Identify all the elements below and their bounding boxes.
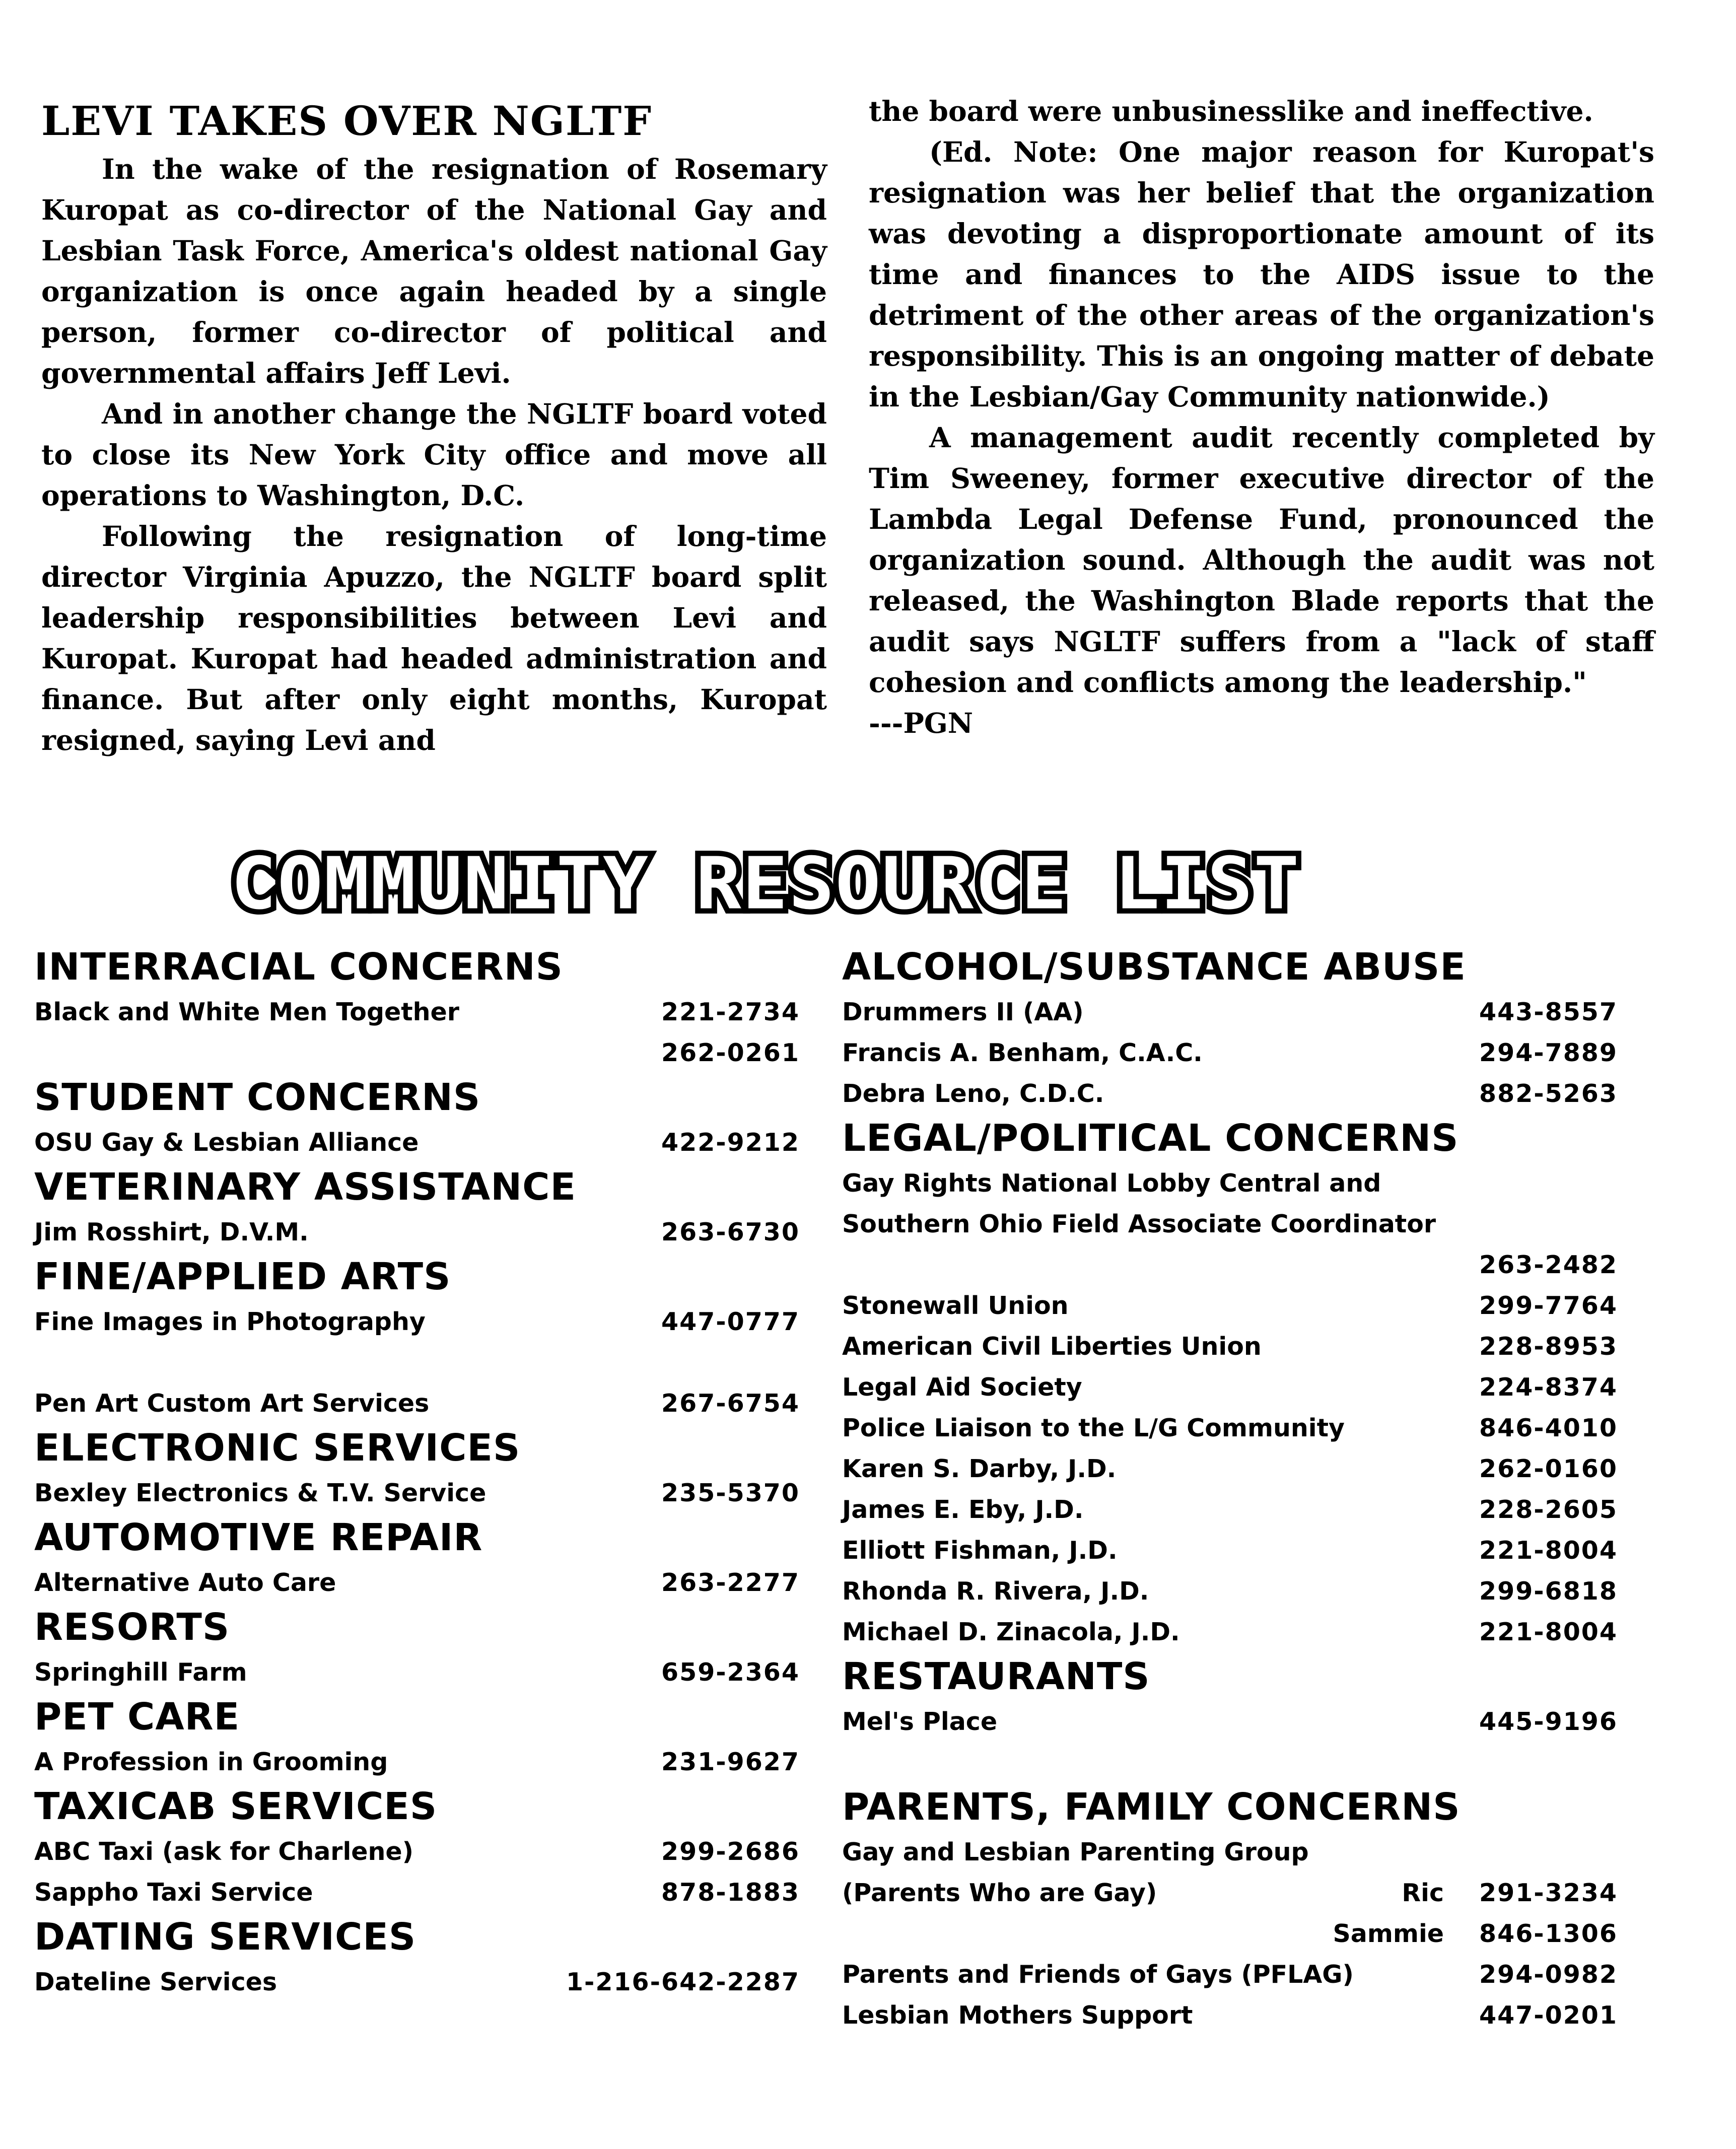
- resource-name: Karen S. Darby, J.D.: [842, 1454, 1117, 1483]
- category-heading-resorts: RESORTS: [34, 1606, 230, 1649]
- article-paragraph: Following the resignation of long-time director Virginia Apuzzo, the NGLTF board split leadership responsibilities between Levi and Kuropat. Kuropat had headed administration and finance. But after only eight months, Kuropat resigned, saying Levi and: [41, 520, 827, 756]
- resource-entry: [34, 1473, 800, 1513]
- resource-entry: [842, 1913, 1618, 1954]
- resource-name: Francis A. Benham, C.A.C.: [842, 1038, 1203, 1067]
- resource-name: Black and White Men Together: [34, 998, 459, 1026]
- resource-phone: 878-1883: [661, 1878, 800, 1907]
- resource-phone: 443-8557: [1479, 998, 1618, 1026]
- resource-phone: 1-216-642-2287: [566, 1968, 800, 1996]
- resource-entry: [842, 1204, 1618, 1244]
- resource-entry: [842, 1489, 1618, 1530]
- category-heading-arts: FINE/APPLIED ARTS: [34, 1255, 451, 1298]
- resource-entry: [34, 1383, 800, 1424]
- article-left-column: [41, 96, 827, 760]
- resource-name: Michael D. Zinacola, J.D.: [842, 1618, 1180, 1646]
- resource-phone: 267-6754: [661, 1389, 800, 1418]
- resource-phone: 422-9212: [661, 1128, 800, 1157]
- resource-name: Alternative Auto Care: [34, 1568, 336, 1597]
- resource-name: Lesbian Mothers Support: [842, 2001, 1193, 2030]
- resource-entry: [842, 1832, 1618, 1873]
- article-signature: ---PGN: [869, 707, 974, 739]
- resource-name: James E. Eby, J.D.: [842, 1495, 1084, 1524]
- resource-name: Bexley Electronics & T.V. Service: [34, 1479, 487, 1507]
- resource-list-title: COMMUNITY RESOURCE LIST: [231, 842, 1300, 926]
- resource-phone: 262-0160: [1479, 1454, 1618, 1483]
- resource-entry: [842, 1612, 1618, 1652]
- resource-phone: 231-9627: [661, 1748, 800, 1776]
- resource-phone: 445-9196: [1479, 1707, 1618, 1736]
- resource-phone: 447-0777: [661, 1307, 800, 1336]
- resource-name: Elliott Fishman, J.D.: [842, 1536, 1118, 1565]
- resource-phone: 228-8953: [1479, 1332, 1618, 1361]
- category-heading-electronic: ELECTRONIC SERVICES: [34, 1426, 521, 1470]
- resource-phone: 846-4010: [1479, 1414, 1618, 1442]
- resource-name: [842, 1244, 1479, 1285]
- resource-phone: 291-3234: [1479, 1879, 1618, 1907]
- category-heading-restaurants: RESTAURANTS: [842, 1655, 1150, 1698]
- resource-entry: [34, 1872, 800, 1913]
- resource-entry: [34, 1652, 800, 1693]
- resource-name: Legal Aid Society: [842, 1373, 1082, 1402]
- resource-name: Debra Leno, C.D.C.: [842, 1079, 1104, 1108]
- resource-phone: 299-2686: [661, 1837, 800, 1866]
- resource-name: Dateline Services: [34, 1968, 277, 1996]
- resource-entry: [34, 1562, 800, 1603]
- resource-phone: 263-2277: [661, 1568, 800, 1597]
- resource-entry: [842, 1701, 1618, 1742]
- article-paragraph: In the wake of the resignation of Rosemary Kuropat as co-director of the National Gay and Lesbian Task Force, America's oldest national Gay organization is once again headed by a single person, former co-director of political and governmental affairs Jeff Levi.: [41, 153, 827, 389]
- resource-entry: [34, 1212, 800, 1253]
- resource-entry: [842, 1032, 1618, 1073]
- resource-entry: [842, 1873, 1618, 1913]
- resource-entry: [842, 1163, 1618, 1204]
- article-paragraph: And in another change the NGLTF board voted to close its New York City office and move all operations to Washington, D.C.: [41, 397, 827, 512]
- resource-entry: [842, 992, 1618, 1032]
- resource-name: Rhonda R. Rivera, J.D.: [842, 1577, 1149, 1606]
- resource-entry: [34, 1962, 800, 2002]
- resource-phone: 224-8374: [1479, 1373, 1618, 1402]
- resource-entry: [34, 1742, 800, 1782]
- resource-name: Jim Rosshirt, D.V.M.: [34, 1218, 309, 1246]
- resource-phone: 263-2482: [1479, 1251, 1618, 1279]
- resource-entry: [842, 1326, 1618, 1367]
- resource-entry: [842, 1367, 1618, 1408]
- resource-entry: [842, 1571, 1618, 1612]
- resource-contact: Ric: [1402, 1879, 1444, 1907]
- resource-name: Drummers II (AA): [842, 998, 1084, 1026]
- resource-contact: Sammie: [1333, 1919, 1444, 1948]
- resource-phone: 263-6730: [661, 1218, 800, 1246]
- resource-list-right-column: [842, 943, 1618, 2036]
- resource-entry: [842, 1408, 1618, 1448]
- resource-entry: [34, 1032, 800, 1073]
- resource-name: Parents and Friends of Gays (PFLAG): [842, 1960, 1354, 1989]
- category-heading-dating: DATING SERVICES: [34, 1915, 416, 1959]
- resource-phone: 299-7764: [1479, 1291, 1618, 1320]
- resource-name: Southern Ohio Field Associate Coordinator: [842, 1210, 1436, 1238]
- resource-name: Gay Rights National Lobby Central and: [842, 1169, 1381, 1198]
- resource-phone: 294-0982: [1479, 1960, 1618, 1989]
- article-right-column: [869, 91, 1654, 743]
- resource-name: Stonewall Union: [842, 1291, 1069, 1320]
- resource-phone: 882-5263: [1479, 1079, 1618, 1108]
- resource-name: American Civil Liberties Union: [842, 1332, 1262, 1361]
- resource-entry: [842, 1954, 1618, 1995]
- resource-phone: 659-2364: [661, 1658, 800, 1687]
- resource-entry: [34, 992, 800, 1032]
- resource-name: Sappho Taxi Service: [34, 1878, 313, 1907]
- spacer: [34, 1342, 800, 1383]
- category-heading-taxi: TAXICAB SERVICES: [34, 1785, 438, 1828]
- resource-entry: [842, 1244, 1618, 1285]
- resource-name: Gay and Lesbian Parenting Group: [842, 1838, 1309, 1866]
- spacer: [842, 1742, 1618, 1783]
- resource-phone: 846-1306: [1479, 1919, 1618, 1948]
- article-continuation: the board were unbusinesslike and ineffective.: [869, 95, 1593, 127]
- resource-phone: 235-5370: [661, 1479, 800, 1507]
- category-heading-veterinary: VETERINARY ASSISTANCE: [34, 1165, 577, 1209]
- category-heading-pet: PET CARE: [34, 1695, 240, 1739]
- resource-phone: 221-2734: [661, 998, 800, 1026]
- resource-entry: [842, 1530, 1618, 1571]
- resource-entry: [34, 1831, 800, 1872]
- resource-entry: [842, 1448, 1618, 1489]
- resource-entry: [34, 1122, 800, 1163]
- resource-name: OSU Gay & Lesbian Alliance: [34, 1128, 419, 1157]
- resource-phone: 294-7889: [1479, 1038, 1618, 1067]
- resource-name: A Profession in Grooming: [34, 1748, 388, 1776]
- category-heading-parents: PARENTS, FAMILY CONCERNS: [842, 1785, 1461, 1829]
- resource-entry: [842, 1073, 1618, 1114]
- resource-phone: 299-6818: [1479, 1577, 1618, 1606]
- resource-phone: 447-0201: [1479, 2001, 1618, 2030]
- resource-entry: [842, 1285, 1618, 1326]
- resource-name: Fine Images in Photography: [34, 1307, 426, 1336]
- resource-phone: 221-8004: [1479, 1618, 1618, 1646]
- resource-name: Mel's Place: [842, 1707, 998, 1736]
- article-paragraph: (Ed. Note: One major reason for Kuropat's resignation was her belief that the organization was devoting a disproportionate amount of its time and finances to the AIDS issue to the detriment of the other areas of the organization's responsibility. This is an ongoing matter of debate in the Lesbian/Gay Community nationwide.): [869, 135, 1654, 413]
- resource-name: [34, 1032, 661, 1073]
- resource-name: [842, 1913, 1333, 1954]
- resource-phone: 221-8004: [1479, 1536, 1618, 1565]
- resource-list-left-column: [34, 943, 800, 2002]
- resource-phone: 228-2605: [1479, 1495, 1618, 1524]
- resource-name: Springhill Farm: [34, 1658, 247, 1687]
- resource-name: ABC Taxi (ask for Charlene): [34, 1837, 414, 1866]
- resource-entry: [34, 1301, 800, 1342]
- resource-name: Police Liaison to the L/G Community: [842, 1414, 1345, 1442]
- category-heading-legal: LEGAL/POLITICAL CONCERNS: [842, 1117, 1459, 1160]
- resource-entry: [842, 1995, 1618, 2036]
- category-heading-student: STUDENT CONCERNS: [34, 1076, 481, 1119]
- category-heading-alcohol: ALCOHOL/SUBSTANCE ABUSE: [842, 945, 1466, 989]
- resource-name: Pen Art Custom Art Services: [34, 1389, 430, 1418]
- category-heading-automotive: AUTOMOTIVE REPAIR: [34, 1516, 483, 1559]
- article-headline: LEVI TAKES OVER NGLTF: [41, 97, 653, 145]
- resource-phone: 262-0261: [661, 1038, 800, 1067]
- resource-name: (Parents Who are Gay): [842, 1879, 1157, 1907]
- category-heading-interracial: INTERRACIAL CONCERNS: [34, 945, 563, 989]
- article-paragraph: A management audit recently completed by Tim Sweeney, former executive director of the Lambda Legal Defense Fund, pronounced the organization sound. Although the audit was not released, the Washington Blade reports that the audit says NGLTF suffers from a "lack of staff cohesion and conflicts among the leadership.": [869, 421, 1654, 699]
